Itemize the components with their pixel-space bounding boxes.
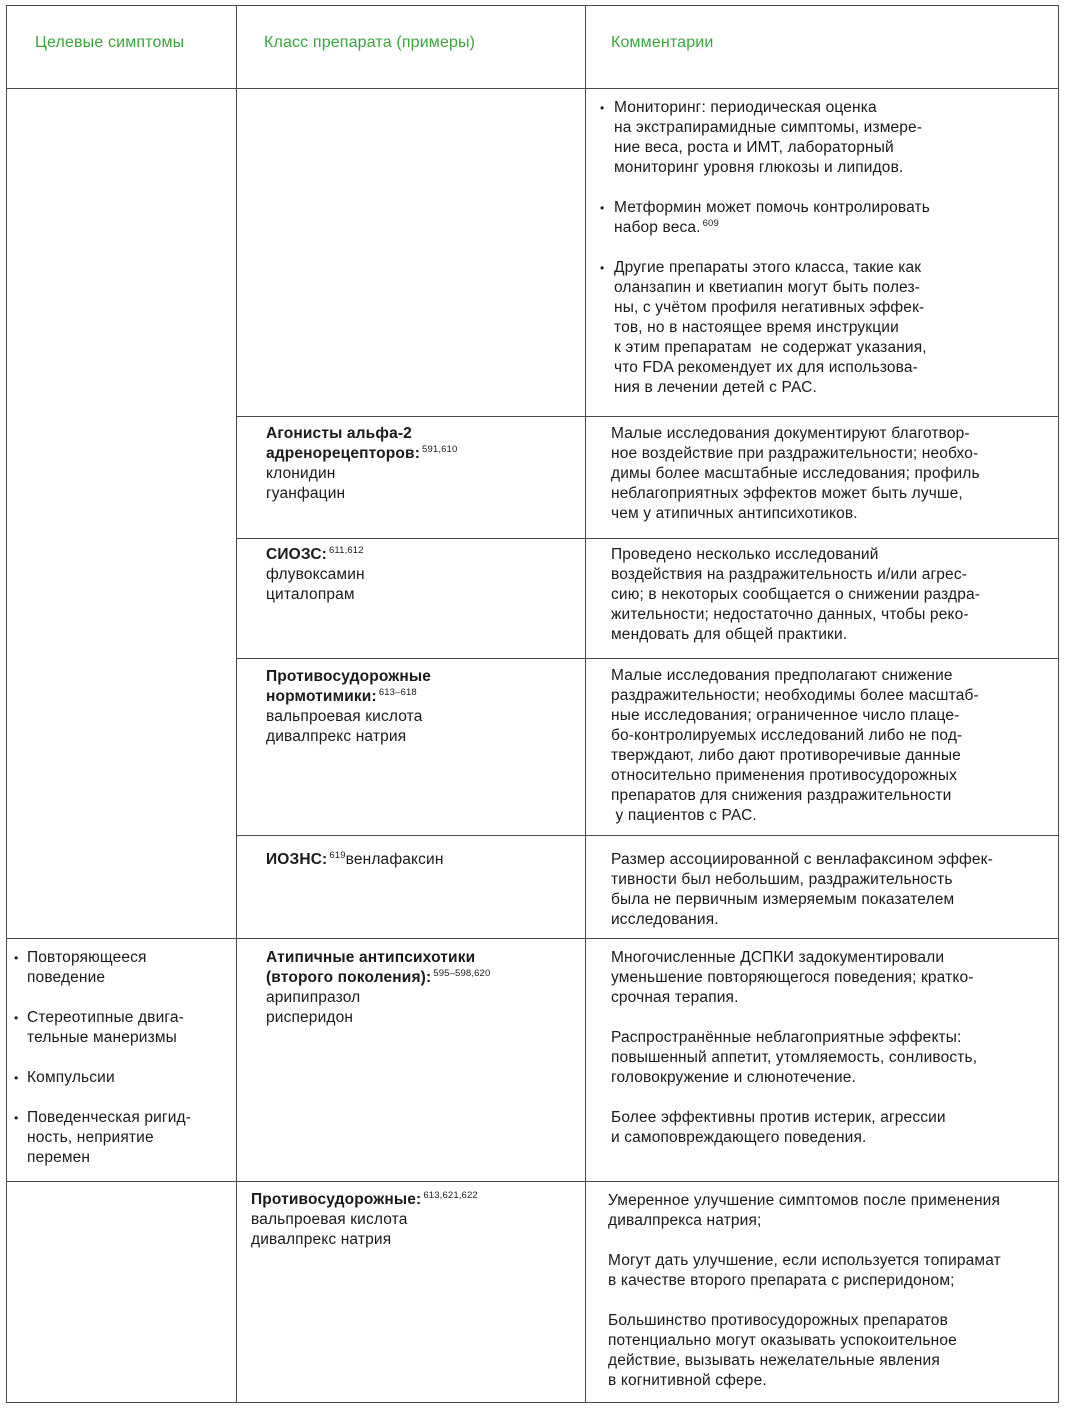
comment-line: уменьшение повторяющегося поведения; кратко- bbox=[611, 969, 974, 986]
symptom-line: ность, неприятие bbox=[27, 1129, 154, 1146]
row-divider bbox=[236, 835, 1059, 836]
comment-line: Многочисленные ДСПКИ задокументировали bbox=[611, 949, 945, 966]
comment-line: ния в лечении детей с РАС. bbox=[614, 379, 817, 396]
bullet: • bbox=[14, 1011, 19, 1025]
comment-line: жительности; недостаточно данных, чтобы реко- bbox=[611, 606, 969, 623]
symptom-line: поведение bbox=[27, 969, 106, 986]
symptom-line: Компульсии bbox=[27, 1069, 115, 1086]
bullet: • bbox=[14, 951, 19, 965]
comment-line: Малые исследования предполагают снижение bbox=[611, 667, 953, 684]
reference-superscript: 611,612 bbox=[328, 545, 364, 556]
comment-line: ние веса, роста и ИМТ, лабораторный bbox=[614, 139, 894, 156]
reference-superscript: 619 bbox=[329, 850, 346, 861]
comment-line: Размер ассоциированной с венлафаксином эффек- bbox=[611, 851, 993, 868]
bullet: • bbox=[600, 201, 605, 215]
drug-example: дивалпрекс натрия bbox=[251, 1231, 392, 1248]
symptom-line: Повторяющееся bbox=[27, 949, 147, 966]
reference-superscript: 613–618 bbox=[378, 687, 417, 698]
drug-example: дивалпрекс натрия bbox=[266, 728, 407, 745]
comment-line: набор веса. $^{609}$ bbox=[614, 218, 719, 236]
drug-example: венлафаксин bbox=[345, 851, 444, 868]
row-divider bbox=[236, 416, 1059, 417]
drug-class-name: адренорецепторов: $^{591,610}$ bbox=[266, 444, 458, 462]
comment-line: Малые исследования документируют благотвор- bbox=[611, 425, 970, 442]
drug-class-name: Агонисты альфа-2 bbox=[266, 425, 412, 442]
comment-line: повышенный аппетит, утомляемость, сонливость, bbox=[611, 1049, 978, 1066]
comment-line: действие, вызывать нежелательные явления bbox=[608, 1352, 940, 1369]
column-divider bbox=[585, 5, 586, 1403]
comment-line: в когнитивной сфере. bbox=[608, 1372, 767, 1389]
comment-line: Большинство противосудорожных препаратов bbox=[608, 1312, 948, 1329]
drug-class-name: СИОЗС: $^{611,612}$ bbox=[266, 545, 364, 563]
comment-line: Мониторинг: периодическая оценка bbox=[614, 99, 877, 116]
row-divider bbox=[6, 1181, 1059, 1182]
comment-line: сию; в некоторых сообщается о снижении раздра- bbox=[611, 586, 981, 603]
drug-example: циталопрам bbox=[266, 586, 355, 603]
comment-line: Проведено несколько исследований bbox=[611, 546, 879, 563]
comment-line: тверждают, либо дают противоречивые данные bbox=[611, 747, 961, 764]
comment-line: препаратов для снижения раздражительности bbox=[611, 787, 952, 804]
drug-example: арипипразол bbox=[266, 989, 361, 1006]
reference-superscript: 591,610 bbox=[422, 444, 458, 455]
bullet: • bbox=[600, 101, 605, 115]
row-divider bbox=[6, 938, 1059, 939]
drug-example: вальпроевая кислота bbox=[251, 1211, 408, 1228]
header-comments: Комментарии bbox=[611, 34, 714, 51]
drug-example: гуанфацин bbox=[266, 485, 346, 502]
drug-example: рисперидон bbox=[266, 1009, 354, 1026]
comment-line: головокружение и слюнотечение. bbox=[611, 1069, 856, 1086]
comment-line: мониторинг уровня глюкозы и липидов. bbox=[614, 159, 904, 176]
bullet: • bbox=[14, 1071, 19, 1085]
comment-line: потенциально могут оказывать успокоительное bbox=[608, 1332, 957, 1349]
row-divider bbox=[236, 538, 1059, 539]
drug-class-name: Противосудорожные bbox=[266, 668, 432, 685]
row-divider bbox=[236, 658, 1059, 659]
comment-line: чем у атипичных антипсихотиков. bbox=[611, 505, 858, 522]
drug-class-name: Атипичные антипсихотики bbox=[266, 949, 476, 966]
header-target-symptoms: Целевые симптомы bbox=[35, 34, 185, 51]
comment-line: неблагоприятных эффектов может быть лучше, bbox=[611, 485, 963, 502]
comment-line: Другие препараты этого класса, такие как bbox=[614, 259, 922, 276]
drug-example: вальпроевая кислота bbox=[266, 708, 423, 725]
comment-line: оланзапин и кветиапин могут быть полез- bbox=[614, 279, 921, 296]
comment-line: к этим препаратам не содержат указания, bbox=[614, 339, 927, 356]
comment-line: димы более масштабные исследования; профиль bbox=[611, 465, 980, 482]
comment-line: была не первичным измеряемым показателем bbox=[611, 891, 955, 908]
comment-line: ны, с учётом профиля негативных эффек- bbox=[614, 299, 925, 316]
comment-line: ные исследования; ограниченное число плаце- bbox=[611, 707, 960, 724]
comment-line: Могут дать улучшение, если используется топирамат bbox=[608, 1252, 1001, 1269]
comment-line: воздействия на раздражительность и/или агрес- bbox=[611, 566, 968, 583]
comment-line: раздражительности; необходимы более масштаб- bbox=[611, 687, 979, 704]
comment-line: мендовать для общей практики. bbox=[611, 626, 848, 643]
drug-example: флувоксамин bbox=[266, 566, 365, 583]
comment-line: Более эффективны против истерик, агрессии bbox=[611, 1109, 946, 1126]
reference-superscript: 613,621,622 bbox=[423, 1190, 478, 1201]
symptom-line: Поведенческая ригид- bbox=[27, 1109, 192, 1126]
comment-line: в качестве второго препарата с рисперидоном; bbox=[608, 1272, 955, 1289]
comment-line: у пациентов с РАС. bbox=[611, 807, 757, 824]
reference-superscript: 595–598,620 bbox=[433, 968, 491, 979]
drug-class-name: нормотимики: $^{613-618}$ bbox=[266, 687, 417, 705]
row-divider bbox=[6, 88, 1059, 89]
comment-line: бо-контролируемых исследований либо не под- bbox=[611, 727, 963, 744]
comment-line: дивалпрекса натрия; bbox=[608, 1212, 762, 1229]
symptom-line: перемен bbox=[27, 1149, 91, 1166]
comment-line: что FDA рекомендует их для использова- bbox=[614, 359, 918, 376]
comment-line: Метформин может помочь контролировать bbox=[614, 199, 930, 216]
comment-line: и самоповреждающего поведения. bbox=[611, 1129, 867, 1146]
bullet: • bbox=[600, 261, 605, 275]
drug-class-name: Противосудорожные: $^{613,621,622}$ bbox=[251, 1190, 478, 1208]
bullet: • bbox=[14, 1111, 19, 1125]
drug-example: клонидин bbox=[266, 465, 336, 482]
comment-line: ное воздействие при раздражительности; необхо- bbox=[611, 445, 979, 462]
comment-line: тивности был небольшим, раздражительность bbox=[611, 871, 953, 888]
header-drug-class: Класс препарата (примеры) bbox=[264, 34, 476, 51]
comment-line: на экстрапирамидные симптомы, измере- bbox=[614, 119, 923, 136]
symptom-line: Стереотипные двига- bbox=[27, 1009, 184, 1026]
comment-line: срочная терапия. bbox=[611, 989, 739, 1006]
comment-line: исследования. bbox=[611, 911, 719, 928]
comment-line: Распространённые неблагоприятные эффекты: bbox=[611, 1029, 962, 1046]
comment-line: Умеренное улучшение симптомов после применения bbox=[608, 1192, 1001, 1209]
drug-class-name: (второго поколения): $^{595-598,620}$ bbox=[266, 968, 491, 986]
comment-line: относительно применения противосудорожных bbox=[611, 767, 958, 784]
drug-class-name: ИОЗНС: $^{619}$венлафаксин bbox=[266, 850, 444, 868]
reference-superscript: 609 bbox=[702, 218, 719, 229]
column-divider bbox=[236, 5, 237, 1403]
symptom-line: тельные манеризмы bbox=[27, 1029, 177, 1046]
comment-line: тов, но в настоящее время инструкции bbox=[614, 319, 899, 336]
